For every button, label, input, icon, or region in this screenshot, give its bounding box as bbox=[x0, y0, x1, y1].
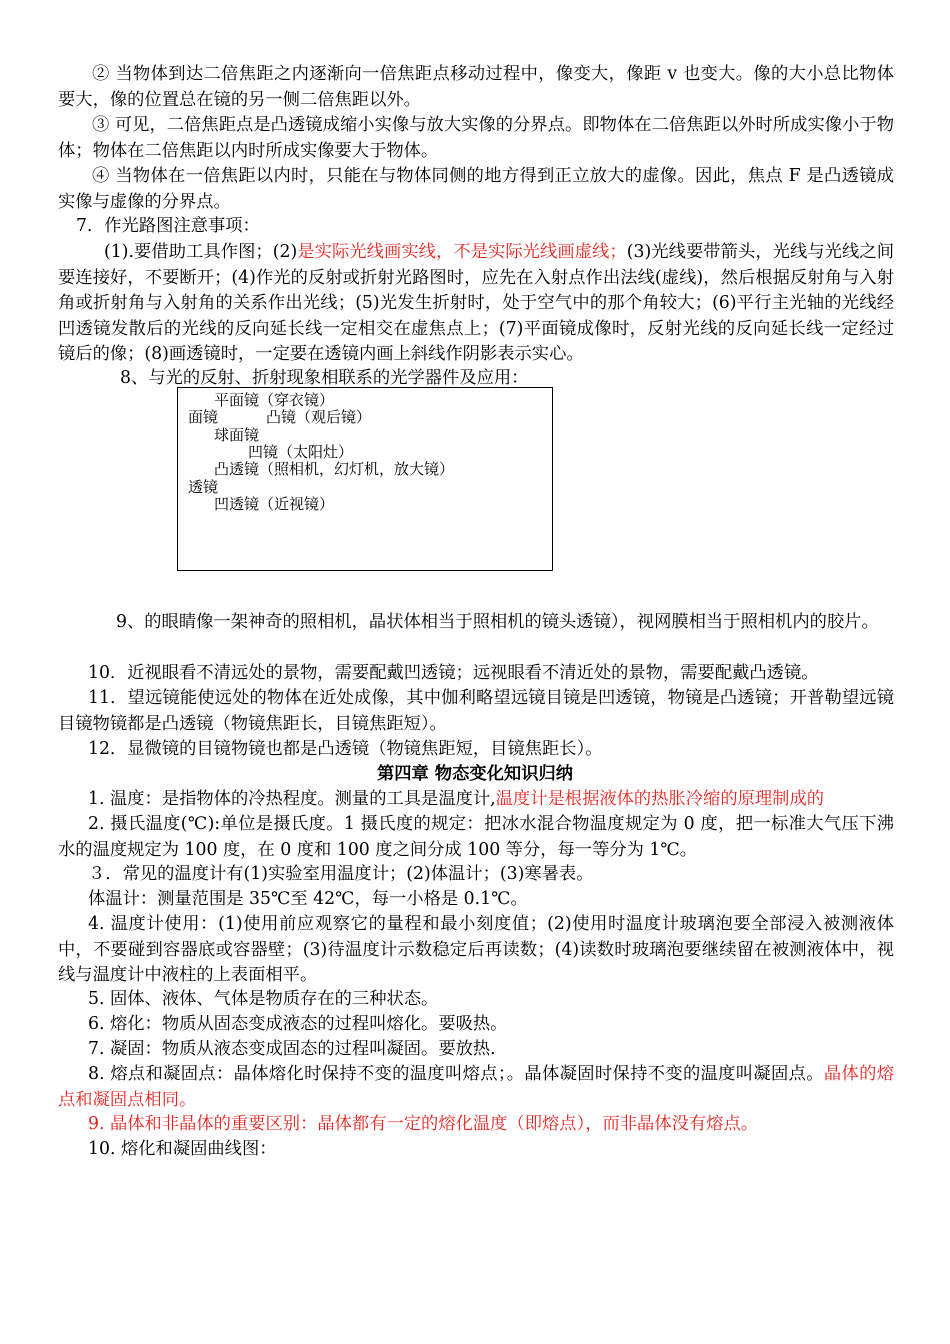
box-flat-mirror: 平面镜（穿衣镜） bbox=[214, 391, 335, 409]
point-1 bbox=[58, 787, 894, 813]
paragraph-focus-boundary: ④ 当物体在一倍焦距以内时，只能在与物体同侧的地方得到正立放大的虚像。因此，焦点 F 是凸透镜成实像与虚像的分界点。 bbox=[58, 166, 894, 212]
box-concave-mirror: 凹镜（太阳灶） bbox=[248, 443, 354, 461]
box-mirror: 面镜 bbox=[188, 408, 219, 426]
box-convex-mirror: 凸镜（观后镜） bbox=[266, 408, 372, 426]
chapter-heading: 第四章 物态变化知识归纳 bbox=[376, 764, 574, 784]
item-7-heading: 7．作光路图注意事项： bbox=[76, 216, 260, 236]
point-8 bbox=[58, 1062, 894, 1113]
item-7-part-a: (1).要借助工具作图；(2) bbox=[104, 242, 298, 262]
point-3: ３．常见的温度计有(1)实验室用温度计；(2)体温计；(3)寒暑表。 bbox=[88, 864, 594, 884]
point-7: 7. 凝固：物质从液态变成固态的过程叫凝固。要放热. bbox=[88, 1039, 496, 1059]
box-lens: 透镜 bbox=[188, 478, 219, 496]
paragraph-image-2f: ② 当物体到达二倍焦距之内逐渐向一倍焦距点移动过程中，像变大，像距 v 也变大。像的大小总比物体要大，像的位置总在镜的另一侧二倍焦距以外。 bbox=[58, 64, 894, 110]
point-9: 9. 晶体和非晶体的重要区别：晶体都有一定的熔化温度（即熔点），而非晶体没有熔点。 bbox=[88, 1114, 759, 1134]
item-10: 10．近视眼看不清远处的景物，需要配戴凹透镜；远视眼看不清近处的景物，需要配戴凸透镜。 bbox=[88, 663, 819, 683]
point-10: 10. 熔化和凝固曲线图： bbox=[88, 1139, 277, 1159]
point-5: 5. 固体、液体、气体是物质存在的三种状态。 bbox=[88, 989, 439, 1009]
point-1-text: 1. 温度：是指物体的冷热程度。测量的工具是温度计, bbox=[88, 789, 496, 809]
item-11: 11．望远镜能使远处的物体在近处成像，其中伽利略望远镜目镜是凹透镜，物镜是凸透镜；开普勒望远镜目镜物镜都是凸透镜（物镜焦距长，目镜焦距短）。 bbox=[58, 688, 894, 734]
box-concave-lens: 凹透镜（近视镜） bbox=[214, 495, 335, 513]
box-spherical-mirror: 球面镜 bbox=[214, 426, 260, 444]
point-2: 2. 摄氏温度(℃):单位是摄氏度。1 摄氏度的规定：把冰水混合物温度规定为 0 度，把一标准大气压下沸水的温度规定为 100 度，在 0 度和 100 度之间分成 100 等分，每一等分为 1℃。 bbox=[58, 814, 894, 860]
paragraph-2f-boundary: ③ 可见，二倍焦距点是凸透镜成缩小实像与放大实像的分界点。即物体在二倍焦距以外时所成实像小于物体；物体在二倍焦距以内时所成实像要大于物体。 bbox=[58, 115, 894, 161]
point-8-highlight: 晶体的熔点和凝固点相同。 bbox=[58, 1064, 894, 1110]
item-12: 12．显微镜的目镜物镜也都是凸透镜（物镜焦距短，目镜焦距长）。 bbox=[88, 739, 603, 759]
item-7-highlight: 是实际光线画实线，不是实际光线画虚线； bbox=[297, 242, 627, 262]
item-9: 9、的眼睛像一架神奇的照相机，晶状体相当于照相机的镜头透镜），视网膜相当于照相机内的胶片。 bbox=[116, 612, 879, 632]
point-4: 4. 温度计使用：(1)使用前应观察它的量程和最小刻度值；(2)使用时温度计玻璃泡要全部浸入被测液体中，不要碰到容器底或容器壁；(3)待温度计示数稳定后再读数；(4)读数时玻璃泡要继续留在被测液体中，视线与温度计中液柱的上表面相平。 bbox=[58, 914, 894, 985]
box-convex-lens: 凸透镜（照相机，幻灯机，放大镜） bbox=[214, 460, 455, 478]
item-7-part-c: (3)光线要带箭头，光线与光线之间要连接好，不要断开；(4)作光的反射或折射光路图时，应先在入射点作出法线(虚线)，然后根据反射角与入射角或折射角与入射角的关系作出光线；(5)光发生折射时，处于空气中的那个角较大；(6)平行主光轴的光线经凹透镜发散后的光线的反向延长线一定相交在虚焦点上；(7)平面镜成像时，反射光线的反向延长线一定经过镜后的像；(8)画透镜时，一定要在透镜内画上斜线作阴影表示实心。 bbox=[58, 242, 894, 364]
item-8-heading: 8、与光的反射、折射现象相联系的光学器件及应用： bbox=[120, 368, 529, 388]
point-3-clinical: 体温计：测量范围是 35℃至 42℃，每一小格是 0.1℃。 bbox=[88, 889, 528, 909]
item-7-body bbox=[58, 240, 894, 368]
point-6: 6. 熔化：物质从固态变成液态的过程叫熔化。要吸热。 bbox=[88, 1014, 508, 1034]
optics-device-box bbox=[177, 387, 553, 571]
point-8-text: 8. 熔点和凝固点：晶体熔化时保持不变的温度叫熔点；。晶体凝固时保持不变的温度叫凝固点。 bbox=[88, 1064, 824, 1084]
point-1-highlight: 温度计是根据液体的热胀冷缩的原理制成的 bbox=[495, 789, 825, 809]
